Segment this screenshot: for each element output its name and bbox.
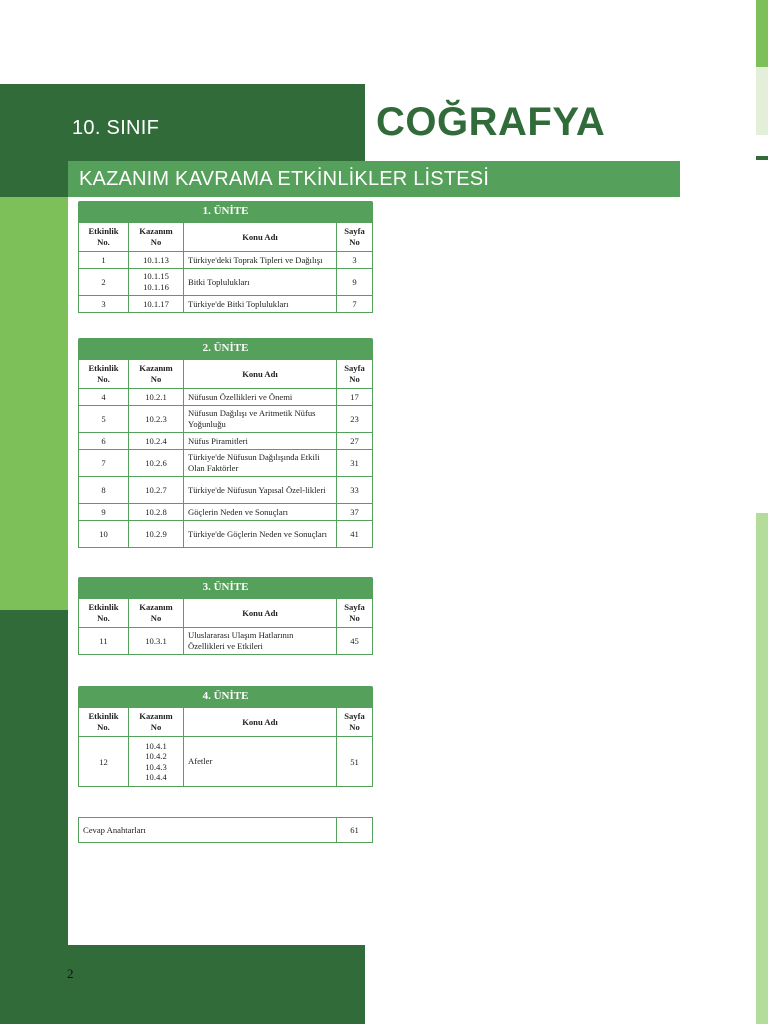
etkinlik-cell: 5 bbox=[79, 406, 129, 433]
answer-key-page: 61 bbox=[337, 818, 373, 843]
column-header-konu: Konu Adı bbox=[184, 599, 337, 628]
etkinlik-cell: 4 bbox=[79, 389, 129, 406]
sayfa-cell: 17 bbox=[337, 389, 373, 406]
column-header-sayfa: Sayfa No bbox=[337, 223, 373, 252]
sayfa-cell: 41 bbox=[337, 521, 373, 548]
etkinlik-cell: 7 bbox=[79, 450, 129, 477]
etkinlik-cell: 12 bbox=[79, 737, 129, 787]
answer-key-table bbox=[78, 817, 373, 843]
column-header-kazanim: Kazanım No bbox=[129, 360, 184, 389]
sayfa-cell: 27 bbox=[337, 433, 373, 450]
kazanim-cell: 10.2.8 bbox=[129, 504, 184, 521]
subject-title: COĞRAFYA bbox=[376, 100, 606, 144]
grade-label: 10. SINIF bbox=[72, 117, 160, 139]
column-header-konu: Konu Adı bbox=[184, 360, 337, 389]
kazanim-cell: 10.2.9 bbox=[129, 521, 184, 548]
kazanim-cell: 10.2.4 bbox=[129, 433, 184, 450]
right-edge-bar-top bbox=[756, 0, 768, 67]
unit-header: 3. ÜNİTE bbox=[78, 577, 373, 598]
table-row bbox=[79, 389, 373, 406]
table-row bbox=[79, 477, 373, 504]
column-header-kazanim: Kazanım No bbox=[129, 708, 184, 737]
etkinlik-cell: 1 bbox=[79, 252, 129, 269]
light-green-band bbox=[0, 197, 68, 610]
kazanim-cell: 10.2.1 bbox=[129, 389, 184, 406]
list-title-bar: KAZANIM KAVRAMA ETKİNLİKLER LİSTESİ bbox=[68, 161, 680, 197]
column-header-etkinlik: Etkinlik No. bbox=[79, 223, 129, 252]
column-header-etkinlik: Etkinlik No. bbox=[79, 708, 129, 737]
column-header-konu: Konu Adı bbox=[184, 708, 337, 737]
kazanim-cell: 10.2.6 bbox=[129, 450, 184, 477]
etkinlik-cell: 10 bbox=[79, 521, 129, 548]
table-row bbox=[79, 406, 373, 433]
column-header-sayfa: Sayfa No bbox=[337, 708, 373, 737]
sayfa-cell: 31 bbox=[337, 450, 373, 477]
kazanim-cell: 10.2.3 bbox=[129, 406, 184, 433]
konu-cell: Türkiye'de Nüfusun Yapısal Özel-likleri bbox=[184, 477, 337, 504]
konu-cell: Türkiye'de Bitki Toplulukları bbox=[184, 296, 337, 313]
konu-cell: Türkiye'deki Toprak Tipleri ve Dağılışı bbox=[184, 252, 337, 269]
konu-cell: Uluslararası Ulaşım Hatlarının Özellikleri ve Etkileri bbox=[184, 628, 337, 655]
table-row bbox=[79, 818, 373, 843]
konu-cell: Türkiye'de Nüfusun Dağılışında Etkili Olan Faktörler bbox=[184, 450, 337, 477]
unit-header: 2. ÜNİTE bbox=[78, 338, 373, 359]
right-edge-bar-middle bbox=[756, 67, 768, 135]
page-number: 2 bbox=[67, 966, 74, 981]
unit-1-table bbox=[78, 201, 373, 313]
konu-cell: Nüfus Piramitleri bbox=[184, 433, 337, 450]
sayfa-cell: 3 bbox=[337, 252, 373, 269]
right-edge-bar-bottom bbox=[756, 513, 768, 1024]
sayfa-cell: 9 bbox=[337, 269, 373, 296]
column-header-sayfa: Sayfa No bbox=[337, 599, 373, 628]
sayfa-cell: 51 bbox=[337, 737, 373, 787]
table-row bbox=[79, 450, 373, 477]
table-row bbox=[79, 269, 373, 296]
unit-header: 4. ÜNİTE bbox=[78, 686, 373, 707]
etkinlik-cell: 3 bbox=[79, 296, 129, 313]
unit-4-table bbox=[78, 686, 373, 787]
table-row bbox=[79, 433, 373, 450]
kazanim-cell: 10.1.15 10.1.16 bbox=[129, 269, 184, 296]
table-row bbox=[79, 504, 373, 521]
etkinlik-cell: 8 bbox=[79, 477, 129, 504]
etkinlik-cell: 11 bbox=[79, 628, 129, 655]
kazanim-cell: 10.3.1 bbox=[129, 628, 184, 655]
answer-key-label: Cevap Anahtarları bbox=[79, 818, 337, 843]
etkinlik-cell: 9 bbox=[79, 504, 129, 521]
column-header-etkinlik: Etkinlik No. bbox=[79, 360, 129, 389]
konu-cell: Nüfusun Özellikleri ve Önemi bbox=[184, 389, 337, 406]
sayfa-cell: 45 bbox=[337, 628, 373, 655]
column-header-kazanim: Kazanım No bbox=[129, 599, 184, 628]
unit-header: 1. ÜNİTE bbox=[78, 201, 373, 222]
kazanim-cell: 10.1.17 bbox=[129, 296, 184, 313]
kazanim-cell: 10.2.7 bbox=[129, 477, 184, 504]
right-edge-tick bbox=[756, 156, 768, 160]
konu-cell: Afetler bbox=[184, 737, 337, 787]
etkinlik-cell: 6 bbox=[79, 433, 129, 450]
sayfa-cell: 33 bbox=[337, 477, 373, 504]
table-row bbox=[79, 737, 373, 787]
kazanim-cell: 10.4.1 10.4.2 10.4.3 10.4.4 bbox=[129, 737, 184, 787]
sayfa-cell: 37 bbox=[337, 504, 373, 521]
column-header-sayfa: Sayfa No bbox=[337, 360, 373, 389]
etkinlik-cell: 2 bbox=[79, 269, 129, 296]
kazanim-cell: 10.1.13 bbox=[129, 252, 184, 269]
column-header-konu: Konu Adı bbox=[184, 223, 337, 252]
column-header-kazanim: Kazanım No bbox=[129, 223, 184, 252]
table-row bbox=[79, 521, 373, 548]
sayfa-cell: 23 bbox=[337, 406, 373, 433]
konu-cell: Nüfusun Dağılışı ve Aritmetik Nüfus Yoğunluğu bbox=[184, 406, 337, 433]
konu-cell: Bitki Toplulukları bbox=[184, 269, 337, 296]
konu-cell: Türkiye'de Göçlerin Neden ve Sonuçları bbox=[184, 521, 337, 548]
sayfa-cell: 7 bbox=[337, 296, 373, 313]
unit-3-table bbox=[78, 577, 373, 655]
table-row bbox=[79, 252, 373, 269]
table-row bbox=[79, 296, 373, 313]
column-header-etkinlik: Etkinlik No. bbox=[79, 599, 129, 628]
konu-cell: Göçlerin Neden ve Sonuçları bbox=[184, 504, 337, 521]
table-row bbox=[79, 628, 373, 655]
unit-2-table bbox=[78, 338, 373, 548]
